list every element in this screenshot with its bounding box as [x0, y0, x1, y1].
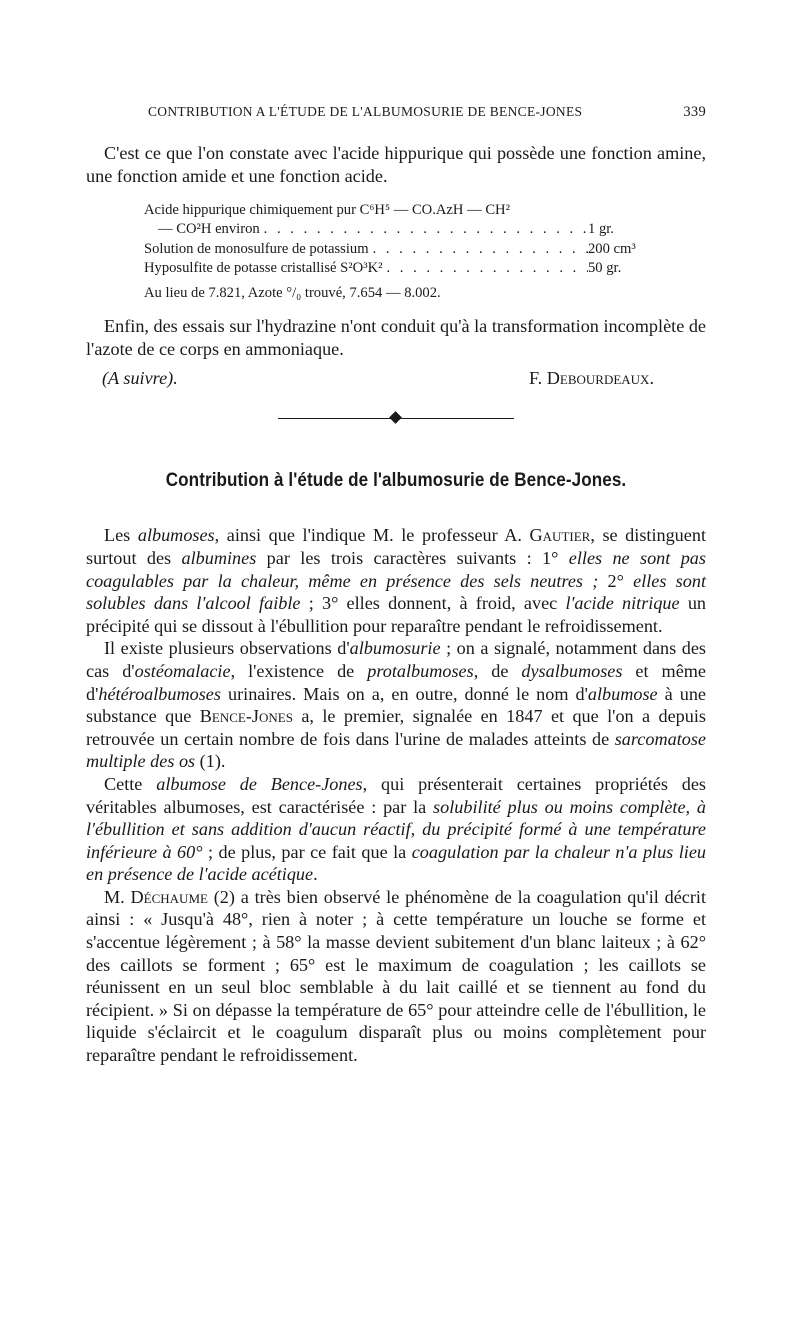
document-page	[86, 104, 706, 1067]
section-divider	[278, 411, 514, 425]
recipe-line: Solution de monosulfure de potassium . . . 200 cm³	[144, 240, 644, 259]
recipe-line: — CO²H environ . . . 1 gr.	[144, 220, 644, 239]
leader-dots	[260, 220, 588, 239]
recipe-quantity: 50 gr.	[588, 259, 622, 276]
article-paragraph-3: Cette albumose de Bence-Jones, qui présenterait certaines propriétés des véritables albumoses, est caractérisée : par la solubilité plus ou moins complète, à l'ébullition et sans addition d'aucun réactif, du précipité formé à une température inférieure à 60° ; de plus, par ce fait que la coagulation par la chaleur n'a plus lieu en présence de l'acide acétique.	[86, 773, 706, 885]
recipe-quantity: 1 gr.	[588, 221, 614, 238]
recipe-quantity: 200 cm³	[588, 240, 636, 257]
diamond-icon	[389, 412, 402, 425]
author-signature: F. Debourdeaux.	[529, 368, 654, 389]
article-title: Contribution à l'étude de l'albumosurie de Bence-Jones.	[165, 469, 627, 492]
intro-paragraph: C'est ce que l'on constate avec l'acide hippurique qui possède une fonction amine, une fonction amide et une fonction acide.	[86, 143, 706, 186]
running-header	[148, 104, 706, 126]
article-paragraph-4: M. Déchaume (2) a très bien observé le phénomène de la coagulation qu'il décrit ainsi : « Jusqu'à 48°, rien à noter ; à cette température un louche se forme et s'accentue légèrement ; à 58° la masse devient subitement d'un blanc laiteux ; à 62° des caillots se forment ; 65° est le maximum de coagulation ; les caillots se réunissent en un seul bloc semblable à du lait caillé et se tiennent au fond du récipient. » Si on dépasse la température de 65° pour atteindre celle de l'ébullition, le liquide s'éclaircit et le coagulum disparaît plus ou moins complètement pour reparaître pendant le refroidissement.	[86, 886, 707, 1066]
article-paragraph-1: Les albumoses, ainsi que l'indique M. le professeur A. Gautier, se distinguent surtout des albumines par les trois caractères suivants : 1° elles ne sont pas coagulables par la chaleur, même en présence des sels neutres ; 2° elles sont solubles dans l'alcool faible ; 3° elles donnent, à froid, avec l'acide nitrique un précipité qui se dissout à l'ébullition pour reparaître pendant le refroidissement.	[86, 525, 707, 636]
recipe-block	[144, 201, 644, 303]
article-body	[86, 524, 706, 1066]
page-number: 339	[683, 104, 706, 120]
hydrazine-paragraph: Enfin, des essais sur l'hydrazine n'ont conduit qu'à la transformation incomplète de l'azote de ce corps en ammoniaque.	[86, 316, 706, 359]
leader-dots	[369, 240, 588, 259]
leader-dots	[382, 259, 588, 278]
article-paragraph-2: Il existe plusieurs observations d'albumosurie ; on a signalé, notamment dans des cas d'ostéomalacie, l'existence de protalbumoses, de dysalbumoses et même d'hétéroalbumoses urinaires. Mais on a, en outre, donné le nom d'albumose à une substance que Bence-Jones a, le premier, signalée en 1847 et que l'on a depuis retrouvée un certain nombre de fois dans l'urine de malades atteints de sarcomatose multiple des os (1).	[86, 638, 706, 772]
recipe-note: Au lieu de 7.821, Azote °/₀ trouvé, 7.654 — 8.002.	[144, 285, 441, 301]
recipe-line: Hyposulfite de potasse cristallisé S²O³K² . . . 50 gr.	[144, 259, 644, 278]
to-be-continued: (A suivre).	[102, 368, 178, 389]
running-title: CONTRIBUTION A L'ÉTUDE DE L'ALBUMOSURIE DE BENCE-JONES	[148, 104, 583, 119]
signoff	[86, 368, 706, 389]
recipe-line: Acide hippurique chimiquement pur C⁶H⁵ — CO.AzH — CH²	[144, 202, 510, 219]
